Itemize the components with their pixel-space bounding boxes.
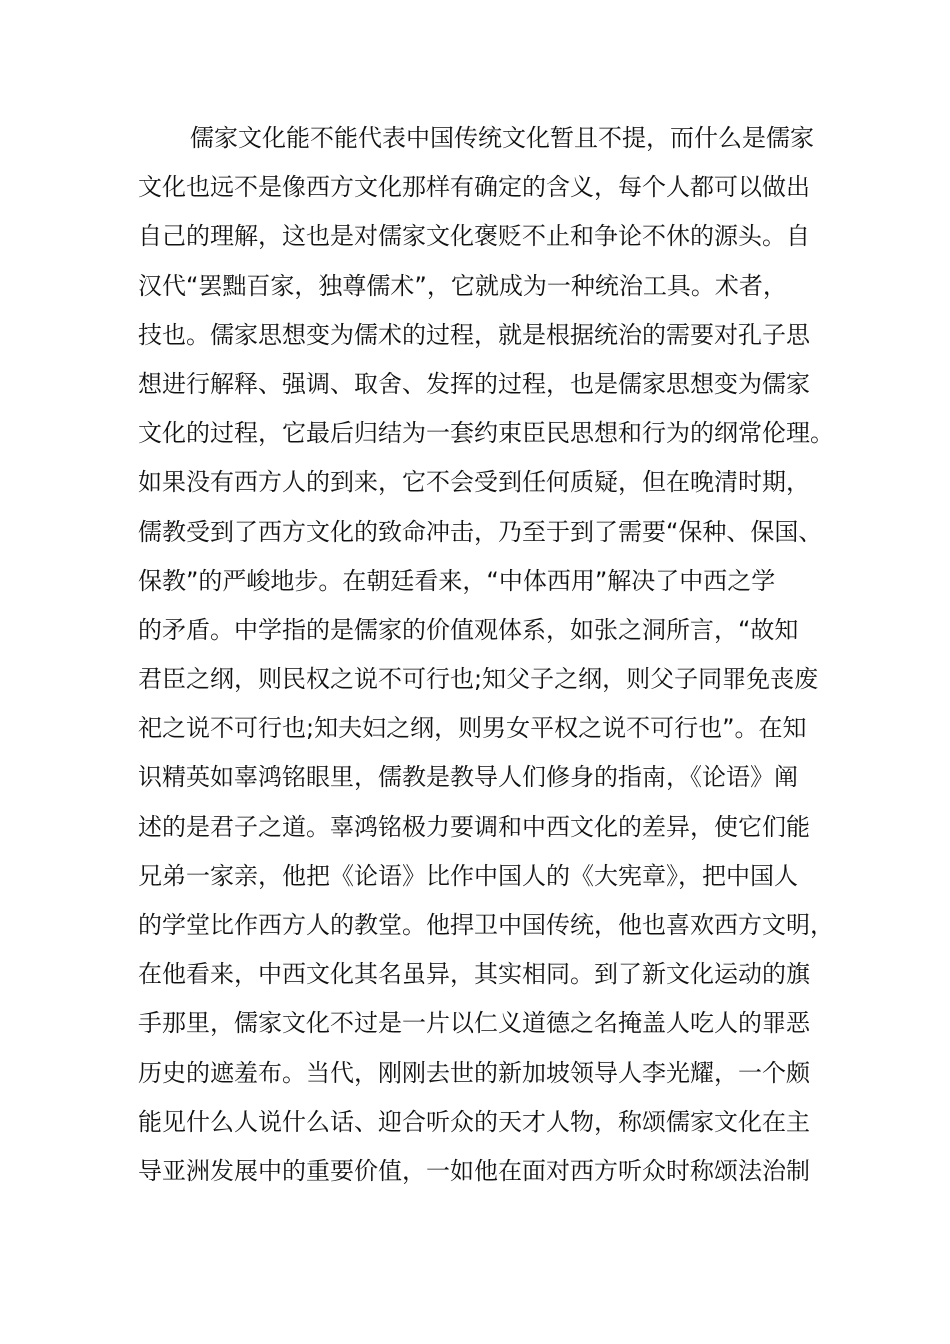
text-line: 文化的过程，它最后归结为一套约束臣民思想和行为的纲常伦理。 [138, 419, 834, 448]
text-line: 在他看来，中西文化其名虽异，其实相同。到了新文化运动的旗 [138, 960, 810, 989]
text-line: 儒教受到了西方文化的致命冲击，乃至于到了需要“保种、保国、 [138, 517, 823, 546]
text-line: 技也。儒家思想变为儒术的过程，就是根据统治的需要对孔子思 [138, 320, 810, 349]
text-line: 手那里，儒家文化不过是一片以仁义道德之名掩盖人吃人的罪恶 [138, 1009, 810, 1038]
text-line: 儒家文化能不能代表中国传统文化暂且不提，而什么是儒家 [190, 124, 814, 152]
text-line: 汉代“罢黜百家，独尊儒术”，它就成为一种统治工具。术者， [138, 271, 787, 300]
text-line: 君臣之纲，则民权之说不可行也;知父子之纲，则父子同罪免丧废 [138, 665, 819, 694]
text-line: 能见什么人说什么话、迎合听众的天才人物，称颂儒家文化在主 [138, 1107, 810, 1136]
text-line: 兄弟一家亲，他把《论语》比作中国人的《大宪章》，把中国人 [138, 861, 798, 890]
text-line: 保教”的严峻地步。在朝廷看来，“中体西用”解决了中西之学 [138, 566, 776, 595]
text-line: 识精英如辜鸿铭眼里，儒教是教导人们修身的指南，《论语》阐 [138, 763, 798, 792]
body-paragraph [138, 114, 834, 1196]
text-line: 文化也远不是像西方文化那样有确定的含义，每个人都可以做出 [138, 173, 810, 202]
text-line: 的矛盾。中学指的是儒家的价值观体系，如张之洞所言，“故知 [138, 615, 799, 644]
text-line: 的学堂比作西方人的教堂。他捍卫中国传统，他也喜欢西方文明， [138, 911, 834, 939]
text-line: 导亚洲发展中的重要价值，一如他在面对西方听众时称颂法治制 [138, 1156, 810, 1185]
text-line: 自己的理解，这也是对儒家文化褒贬不止和争论不休的源头。自 [138, 222, 810, 251]
text-line: 如果没有西方人的到来，它不会受到任何质疑，但在晚清时期， [138, 468, 810, 497]
text-line: 祀之说不可行也;知夫妇之纲，则男女平权之说不可行也”。在知 [138, 714, 807, 743]
text-line: 想进行解释、强调、取舍、发挥的过程，也是儒家思想变为儒家 [138, 369, 810, 398]
text-line: 述的是君子之道。辜鸿铭极力要调和中西文化的差异，使它们能 [138, 812, 810, 841]
text-line: 历史的遮羞布。当代，刚刚去世的新加坡领导人李光耀，一个颇 [138, 1058, 810, 1087]
